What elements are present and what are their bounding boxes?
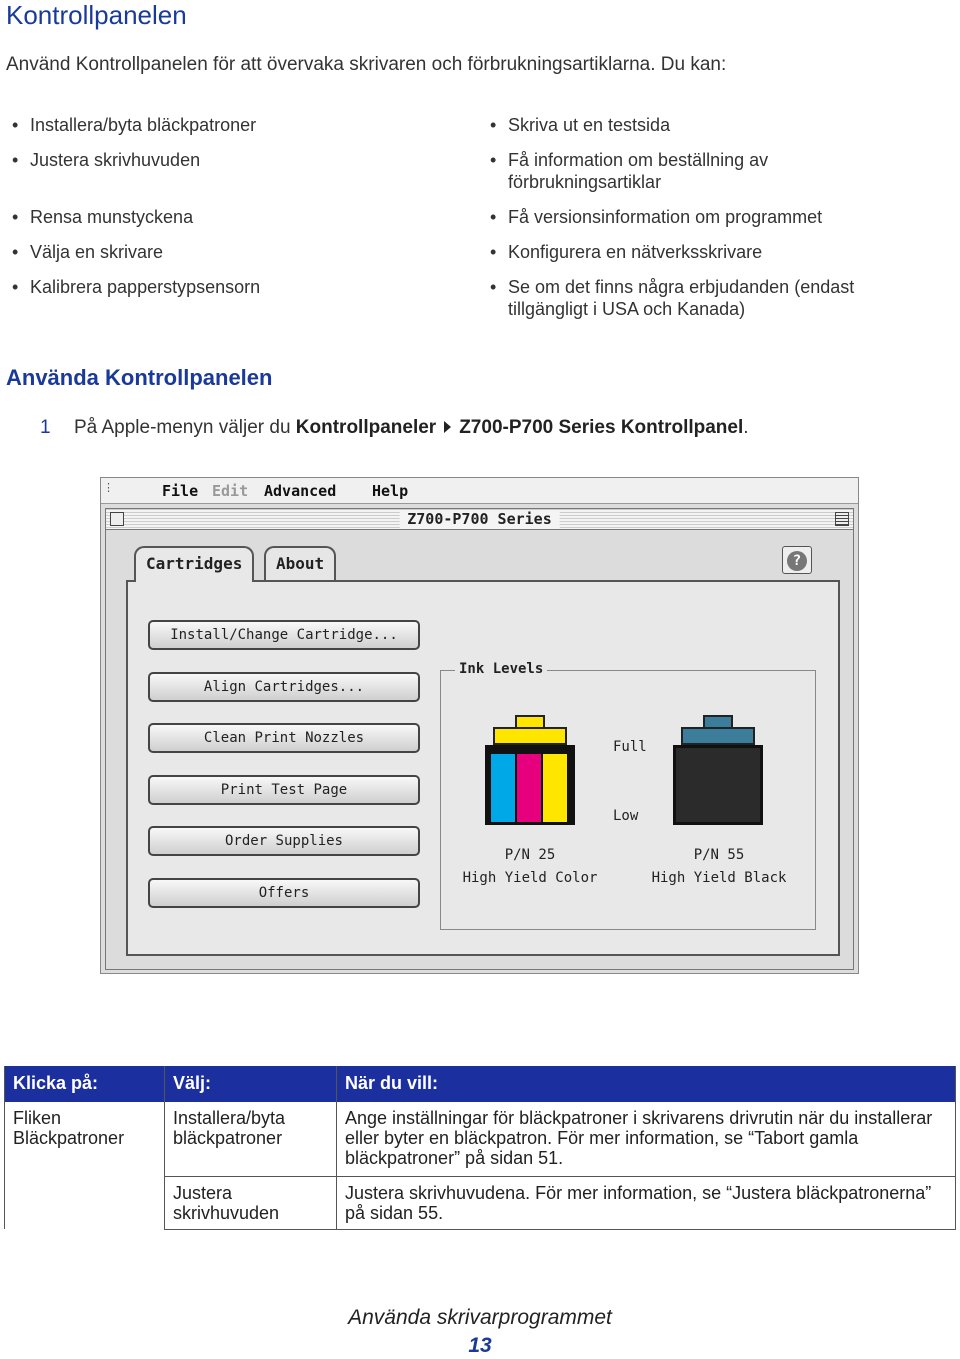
level-full-label: Full (613, 739, 647, 755)
print-test-page-button[interactable]: Print Test Page (148, 775, 420, 805)
cartridges-panel (126, 580, 840, 956)
page-heading: Kontrollpanelen (6, 0, 187, 30)
bullet-item: • Konfigurera en nätverksskrivare (484, 241, 944, 263)
bullet-item: • Skriva ut en testsida (484, 114, 944, 136)
menu-file[interactable]: File (162, 482, 199, 500)
close-box-icon[interactable] (110, 512, 124, 526)
table-header-row (5, 1066, 956, 1102)
window-title: Z700-P700 Series (399, 510, 560, 528)
window-titlebar[interactable] (105, 508, 854, 530)
bullet-item: • Välja en skrivare (6, 241, 260, 263)
table-cell: Justera skrivhuvudena. För mer information, se “Justera bläckpatronerna” på sidan 55. (337, 1176, 956, 1229)
table-cell: Fliken Bläckpatroner (5, 1102, 165, 1229)
ink-levels-group (440, 661, 816, 930)
bullet-item: • Få information om beställning av förbrukningsartiklar (484, 149, 814, 193)
bullet-item: • Få versionsinformation om programmet (484, 206, 944, 228)
table-cell: Ange inställningar för bläckpatroner i skrivarens drivrutin när du installerar eller byter en bläckpatron. För mer information, se “Tabort gamla bläckpatroner” på sidan 51. (337, 1102, 956, 1176)
offers-button[interactable]: Offers (148, 878, 420, 908)
bullet-list-left (6, 114, 260, 298)
apple-menu-icon[interactable]: ⋮ (103, 481, 114, 494)
clean-print-nozzles-button[interactable]: Clean Print Nozzles (148, 723, 420, 753)
table-cell: Justera skrivhuvuden (165, 1176, 337, 1229)
bullet-item: • Se om det finns några erbjudanden (endast tillgängligt i USA och Kanada) (484, 276, 904, 320)
bullet-item: • Justera skrivhuvuden (6, 149, 260, 171)
menu-edit[interactable]: Edit (212, 482, 249, 500)
page-number: 13 (468, 1334, 492, 1357)
table-header: Klicka på: (5, 1066, 165, 1102)
table-header: När du vill: (337, 1066, 956, 1102)
table-row (5, 1102, 956, 1176)
step-1 (40, 417, 749, 439)
bullet-item: • Installera/byta bläckpatroner (6, 114, 260, 136)
window-content (105, 530, 854, 970)
color-cartridge-icon (485, 715, 575, 825)
step-number: 1 (40, 417, 51, 438)
black-cartridge-pn: P/N 55 (693, 847, 745, 863)
align-cartridges-button[interactable]: Align Cartridges... (148, 672, 420, 702)
color-cartridge-pn: P/N 25 (504, 847, 556, 863)
intro-text: Använd Kontrollpanelen för att övervaka skrivaren och förbrukningsartiklarna. Du kan: (6, 54, 727, 75)
table-cell: Installera/byta bläckpatroner (165, 1102, 337, 1176)
help-icon: ? (787, 551, 807, 571)
order-supplies-button[interactable]: Order Supplies (148, 826, 420, 856)
step-menu-z700: Z700-P700 Series Kontrollpanel (459, 417, 744, 438)
level-low-label: Low (613, 808, 639, 824)
bullet-item: • Rensa munstyckena (6, 206, 260, 228)
bullet-item: • Kalibrera papperstypsensorn (6, 276, 260, 298)
table-header: Välj: (165, 1066, 337, 1102)
step-text: På Apple-menyn väljer du (74, 417, 296, 438)
footer-title: Använda skrivarprogrammet (348, 1306, 612, 1329)
step-period: . (743, 417, 749, 438)
menu-advanced[interactable]: Advanced (264, 482, 337, 500)
menu-bar (101, 478, 858, 504)
submenu-arrow-icon (444, 421, 451, 433)
collapse-box-icon[interactable] (835, 512, 849, 526)
bullet-list-right (484, 114, 944, 320)
step-menu-control-panels: Kontrollpaneler (295, 417, 437, 438)
install-change-cartridge-button[interactable]: Install/Change Cartridge... (148, 620, 420, 650)
ink-levels-label: Ink Levels (455, 661, 547, 677)
black-cartridge-icon (673, 715, 763, 825)
section-heading: Använda Kontrollpanelen (6, 365, 273, 390)
black-cartridge-name: High Yield Black (651, 870, 787, 886)
color-cartridge-name: High Yield Color (462, 870, 598, 886)
help-button[interactable] (782, 546, 812, 574)
tab-about[interactable]: About (264, 546, 336, 580)
tab-cartridges[interactable]: Cartridges (134, 546, 254, 582)
options-table (4, 1066, 956, 1230)
menu-help[interactable]: Help (372, 482, 409, 500)
control-panel-screenshot (100, 477, 859, 974)
